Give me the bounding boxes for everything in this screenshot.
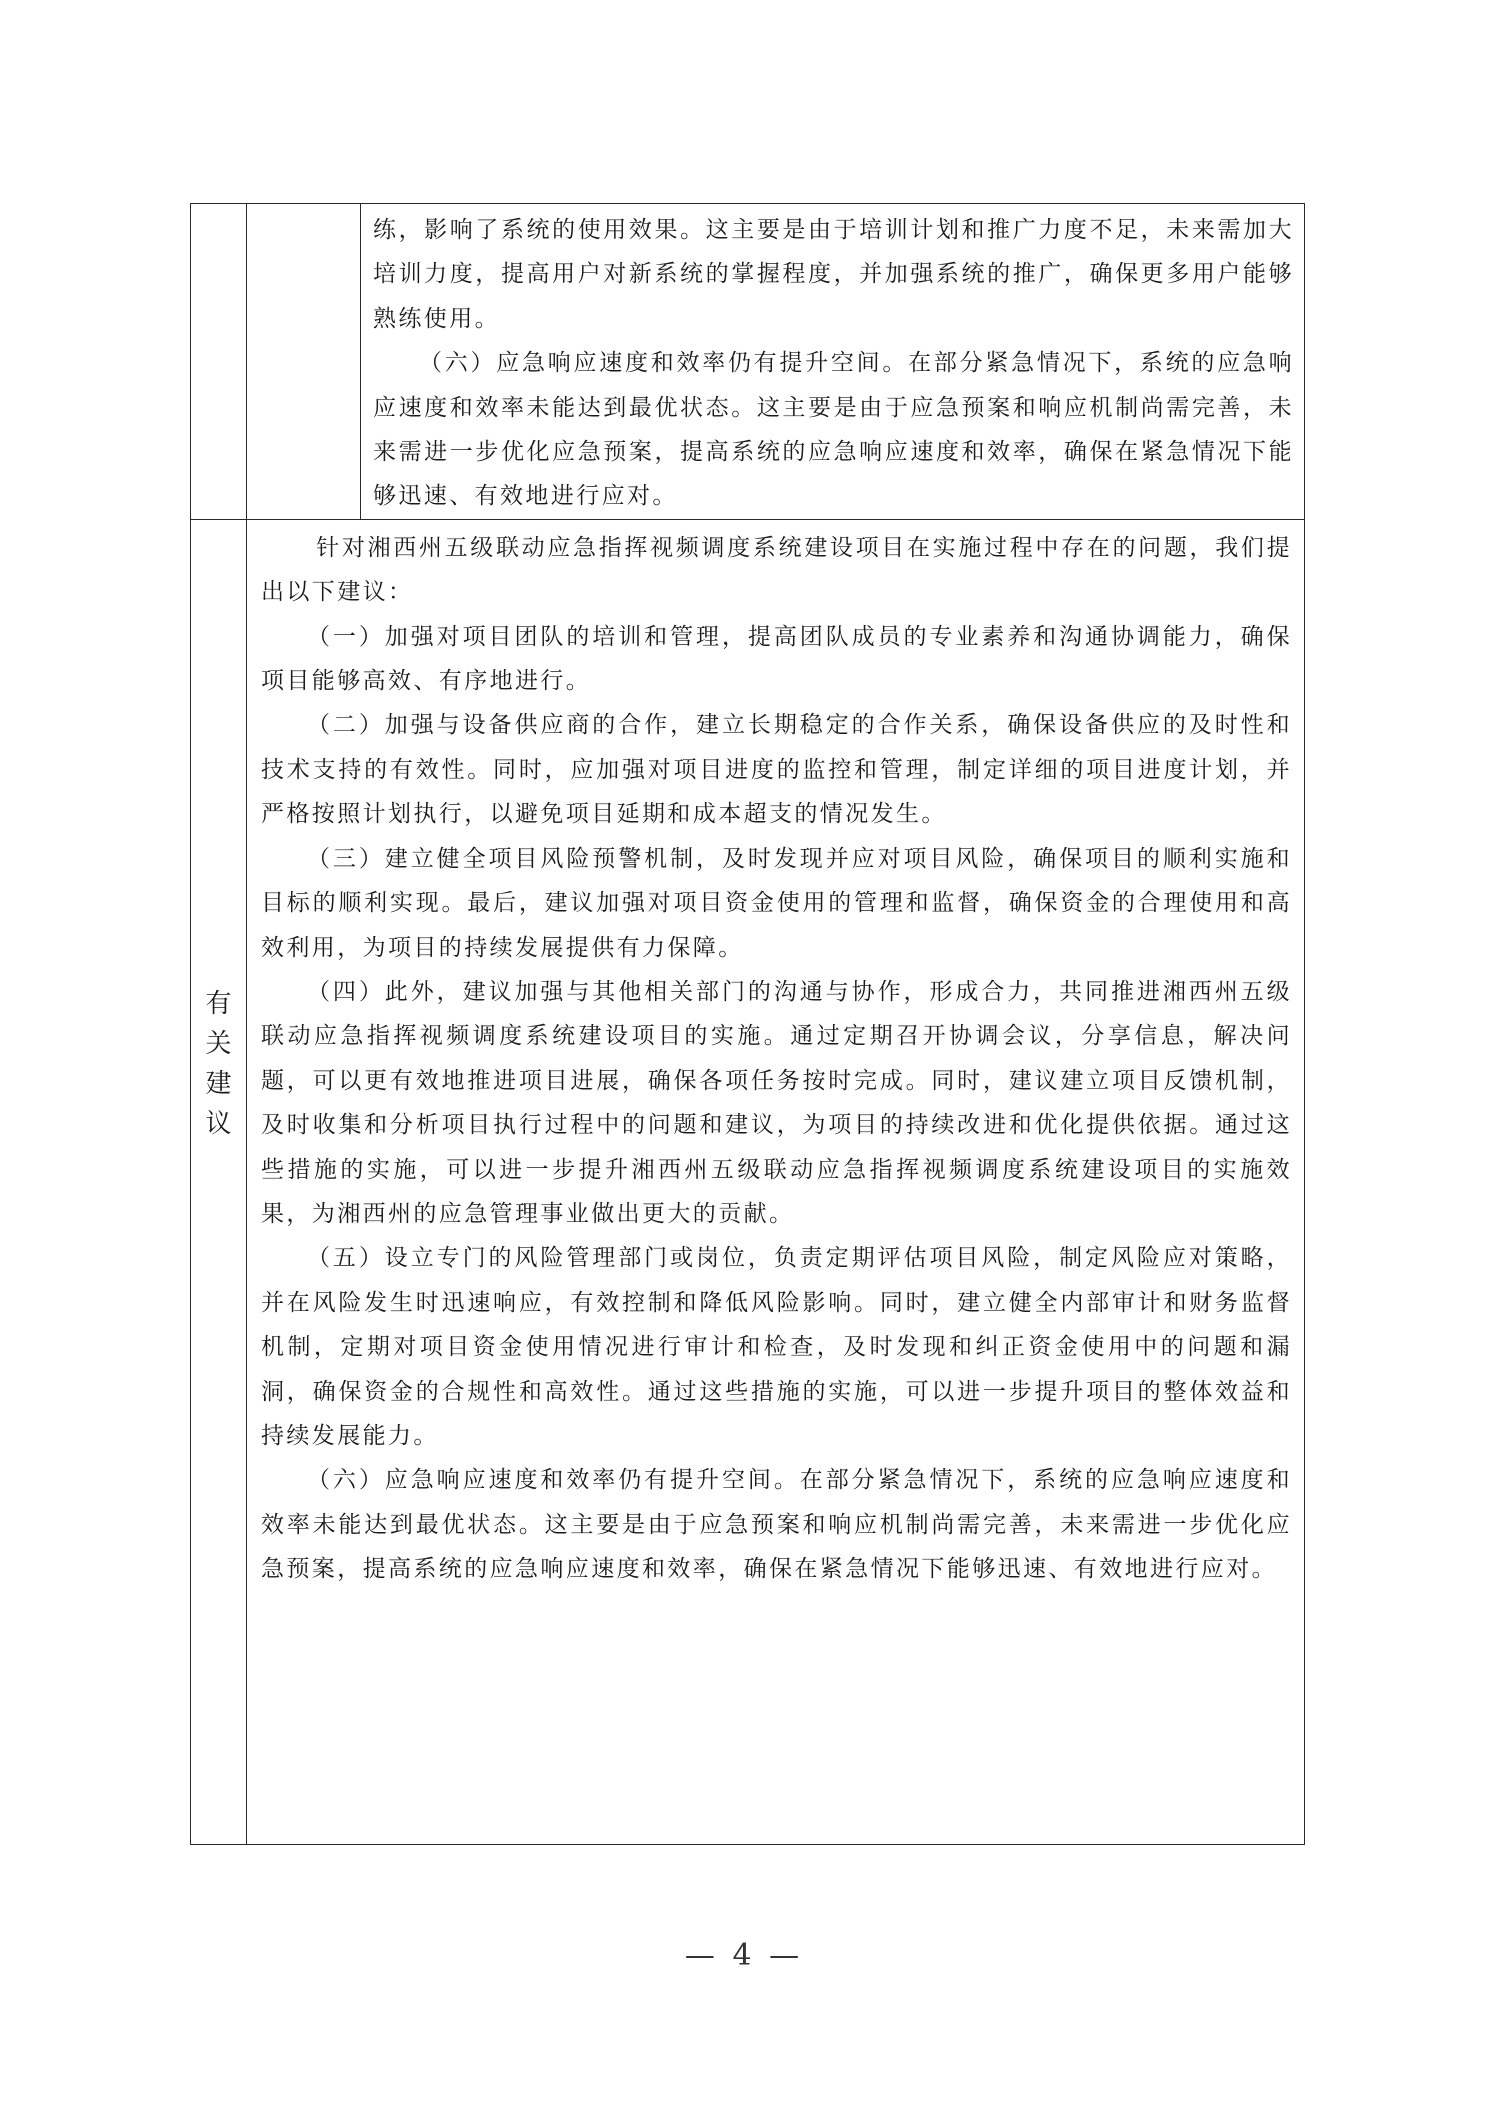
suggestions-label [191,520,246,1144]
suggestions-label-cell [191,519,247,1844]
label-char-2: 关 [205,1028,232,1059]
suggestion-1: （一）加强对项目团队的培训和管理，提高团队成员的专业素养和沟通协调能力，确保项目能够高效、有序地进行。 [261,623,1292,695]
continued-label-cell [191,204,247,520]
label-char-4: 议 [205,1108,232,1139]
continued-content-cell [361,204,1305,520]
suggestion-6: （六）应急响应速度和效率仍有提升空间。在部分紧急情况下，系统的应急响应速度和效率未能达到最优状态。这主要是由于应急预案和响应机制尚需完善，未来需进一步优化应急预案，提高系统的应急响应速度和效率，确保在紧急情况下能够迅速、有效地进行应对。 [261,1467,1292,1583]
suggestions-content-cell [247,519,1305,1844]
suggestion-4: （四）此外，建议加强与其他相关部门的沟通与协作，形成合力，共同推进湘西州五级联动应急指挥视频调度系统建设项目的实施。通过定期召开协调会议，分享信息，解决问题，可以更有效地推进项目进展，确保各项任务按时完成。同时，建议建立项目反馈机制，及时收集和分析项目执行过程中的问题和建议，为项目的持续改进和优化提供依据。通过这些措施的实施，可以进一步提升湘西州五级联动应急指挥视频调度系统建设项目的实施效果，为湘西州的应急管理事业做出更大的贡献。 [261,978,1292,1227]
continued-row [191,204,1305,520]
continued-paragraph-1: 练，影响了系统的使用效果。这主要是由于培训计划和推广力度不足，未来需加大培训力度，提高用户对新系统的掌握程度，并加强系统的推广，确保更多用户能够熟练使用。 [373,217,1294,332]
suggestions-row [191,519,1305,1844]
continued-sub-cell [247,204,361,520]
label-char-3: 建 [205,1068,232,1099]
suggestion-3: （三）建立健全项目风险预警机制，及时发现并应对项目风险，确保项目的顺利实施和目标的顺利实现。最后，建议加强对项目资金使用的管理和监督，确保资金的合理使用和高效利用，为项目的持续发展提供有力保障。 [261,845,1292,961]
suggestion-5: （五）设立专门的风险管理部门或岗位，负责定期评估项目风险，制定风险应对策略，并在风险发生时迅速响应，有效控制和降低风险影响。同时，建立健全内部审计和财务监督机制，定期对项目资金使用情况进行审计和检查，及时发现和纠正资金使用中的问题和漏洞，确保资金的合规性和高效性。通过这些措施的实施，可以进一步提升项目的整体效益和持续发展能力。 [261,1245,1292,1449]
suggestion-intro: 针对湘西州五级联动应急指挥视频调度系统建设项目在实施过程中存在的问题，我们提出以下建议： [261,534,1292,606]
suggestion-2: （二）加强与设备供应商的合作，建立长期稳定的合作关系，确保设备供应的及时性和技术支持的有效性。同时，应加强对项目进度的监控和管理，制定详细的项目进度计划，并严格按照计划执行，以避免项目延期和成本超支的情况发生。 [261,712,1292,828]
report-table [190,203,1305,1845]
label-char-1: 有 [205,988,232,1019]
continued-paragraph-2: （六）应急响应速度和效率仍有提升空间。在部分紧急情况下，系统的应急响应速度和效率未能达到最优状态。这主要是由于应急预案和响应机制尚需完善，未来需进一步优化应急预案，提高系统的应急响应速度和效率，确保在紧急情况下能够迅速、有效地进行应对。 [373,350,1294,510]
page-number: — 4 — [684,1938,804,1973]
